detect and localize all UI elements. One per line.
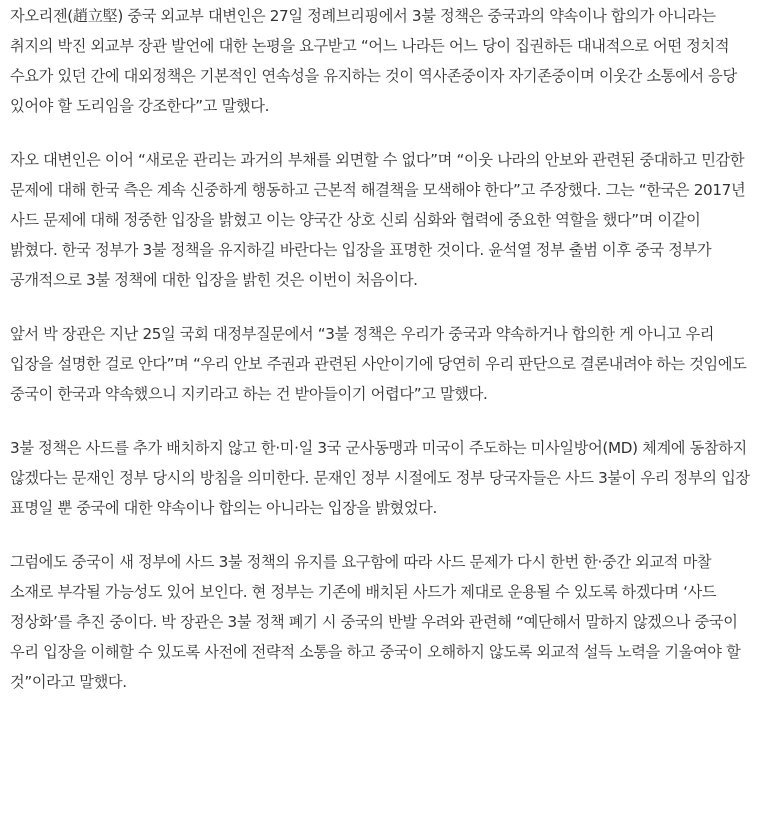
- article-paragraph-4: 3불 정책은 사드를 추가 배치하지 않고 한·미·일 3국 군사동맹과 미국이 주도하는 미사일방어(MD) 체계에 동참하지 않겠다는 문재인 정부 당시의 방침을 의미한다. 문재인 정부 시절에도 정부 당국자들은 사드 3불이 우리 정부의 입장 표명일 뿐 중국에 대한 약속이나 합의는 아니라는 입장을 밝혔었다.: [10, 439, 750, 517]
- article-paragraph-5: 그럼에도 중국이 새 정부에 사드 3불 정책의 유지를 요구함에 따라 사드 문제가 다시 한번 한·중간 외교적 마찰 소재로 부각될 가능성도 있어 보인다. 현 정부는 기존에 배치된 사드가 제대로 운용될 수 있도록 하겠다며 ‘사드 정상화’를 추진 중이다. 박 장관은 3불 정책 폐기 시 중국의 반발 우려와 관련해 “예단해서 말하지 않겠으나 중국이 우리 입장을 이해할 수 있도록 사전에 전략적 소통을 하고 중국이 오해하지 않도록 외교적 설득 노력을 기울여야 할 것”이라고 말했다.: [10, 553, 741, 691]
- article-paragraph-1: 자오리젠(趙立堅) 중국 외교부 대변인은 27일 정례브리핑에서 3불 정책은 중국과의 약속이나 합의가 아니라는 취지의 박진 외교부 장관 발언에 대한 논평을 요구받고 “어느 나라든 어느 당이 집권하든 대내적으로 어떤 정치적 수요가 있던 간에 대외정책은 기본적인 연속성을 유지하는 것이 역사존중이자 자기존중이며 이웃간 소통에서 응당 있어야 할 도리임을 강조한다”고 말했다.: [10, 7, 737, 115]
- article-paragraph-3: 앞서 박 장관은 지난 25일 국회 대정부질문에서 “3불 정책은 우리가 중국과 약속하거나 합의한 게 아니고 우리 입장을 설명한 걸로 안다”며 “우리 안보 주권과 관련된 사안이기에 당연히 우리 판단으로 결론내려야 하는 것임에도 중국이 한국과 약속했으니 지키라고 하는 건 받아들이기 어렵다”고 말했다.: [10, 325, 747, 403]
- article-paragraph-2: 자오 대변인은 이어 “새로운 관리는 과거의 부채를 외면할 수 없다”며 “이웃 나라의 안보와 관련된 중대하고 민감한 문제에 대해 한국 측은 계속 신중하게 행동하고 근본적 해결책을 모색해야 한다”고 주장했다. 그는 “한국은 2017년 사드 문제에 대해 정중한 입장을 밝혔고 이는 양국간 상호 신뢰 심화와 협력에 중요한 역할을 했다”며 이같이 밝혔다. 한국 정부가 3불 정책을 유지하길 바란다는 입장을 표명한 것이다. 윤석열 정부 출범 이후 중국 정부가 공개적으로 3불 정책에 대한 입장을 밝힌 것은 이번이 처음이다.: [10, 151, 746, 289]
